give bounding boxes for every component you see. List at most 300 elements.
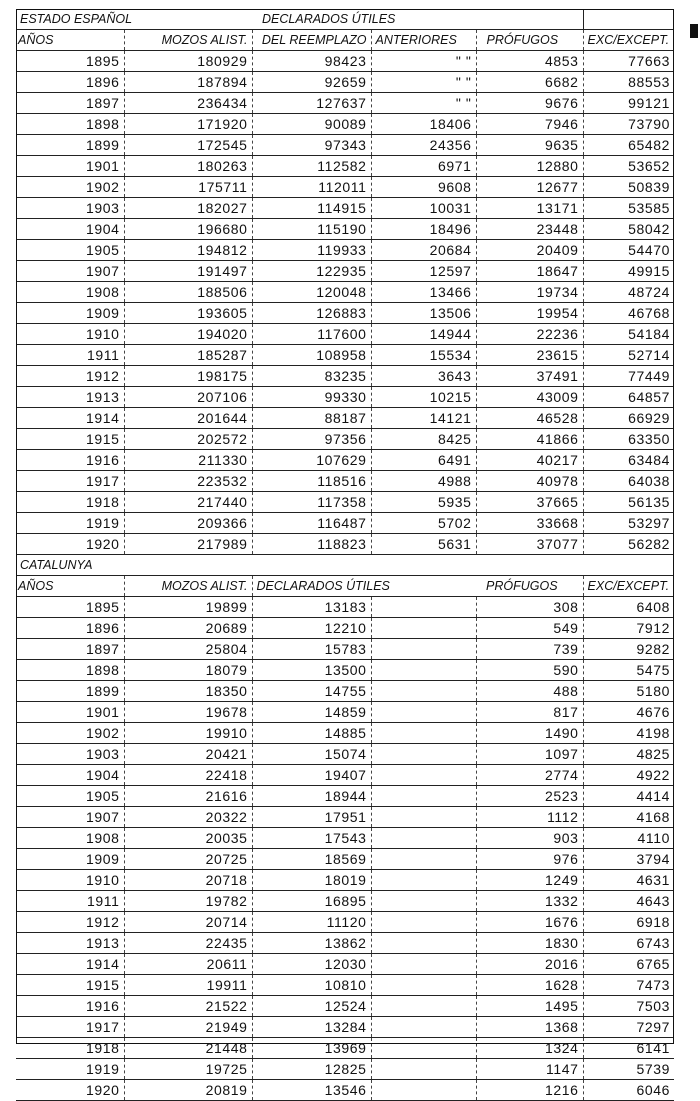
mozos-cell: 207106 [124,387,252,408]
header-mozos: MOZOS ALIST. [124,30,252,51]
header-anteriores: ANTERIORES [371,30,476,51]
mozos-cell: 171920 [124,114,252,135]
reemplazo-cell: 114915 [252,198,371,219]
mozos-cell: 182027 [124,198,252,219]
exc-cell: 4414 [583,786,674,807]
exc-cell: 73790 [583,114,674,135]
header-mozos: MOZOS ALIST. [124,576,252,597]
exc-cell: 6918 [583,912,674,933]
table-row [16,723,674,744]
table-row [16,219,674,240]
reemplazo-cell: 16895 [252,891,371,912]
anteriores-cell: 10031 [371,198,476,219]
mozos-cell: 22435 [124,933,252,954]
mozos-cell: 201644 [124,408,252,429]
exc-cell: 7503 [583,996,674,1017]
reemplazo-cell: 14885 [252,723,371,744]
table-row [16,429,674,450]
reemplazo-cell: 10810 [252,975,371,996]
year-cell: 1914 [16,408,124,429]
profugos-cell: 1097 [476,744,583,765]
anteriores-cell [371,807,476,828]
exc-cell: 53652 [583,156,674,177]
anteriores-cell [371,1038,476,1059]
year-cell: 1912 [16,912,124,933]
mozos-cell: 236434 [124,93,252,114]
table-row [16,492,674,513]
mozos-cell: 19678 [124,702,252,723]
exc-cell: 4168 [583,807,674,828]
reemplazo-cell: 127637 [252,93,371,114]
anteriores-cell [371,723,476,744]
table-row [16,786,674,807]
table-row [16,1017,674,1038]
table-row [16,807,674,828]
anteriores-cell: 3643 [371,366,476,387]
reemplazo-cell: 13546 [252,1080,371,1101]
year-cell: 1912 [16,366,124,387]
anteriores-cell [371,954,476,975]
anteriores-cell: " " [371,93,476,114]
table-row [16,681,674,702]
table-row [16,1080,674,1101]
profugos-cell: 1368 [476,1017,583,1038]
exc-cell: 4825 [583,744,674,765]
reemplazo-cell: 13969 [252,1038,371,1059]
page-edge-mark [690,24,698,38]
mozos-cell: 19782 [124,891,252,912]
anteriores-cell [371,975,476,996]
reemplazo-cell: 97343 [252,135,371,156]
header-anos: AÑOS [16,576,124,597]
year-cell: 1896 [16,618,124,639]
anteriores-cell [371,639,476,660]
year-cell: 1899 [16,135,124,156]
table-row [16,891,674,912]
exc-cell: 64857 [583,387,674,408]
table-row [16,618,674,639]
reemplazo-cell: 13862 [252,933,371,954]
table-row [16,345,674,366]
anteriores-cell: 18406 [371,114,476,135]
profugos-cell: 18647 [476,261,583,282]
exc-cell: 77449 [583,366,674,387]
header-row [16,576,674,597]
exc-cell: 52714 [583,345,674,366]
profugos-cell: 1495 [476,996,583,1017]
year-cell: 1916 [16,450,124,471]
profugos-cell: 976 [476,849,583,870]
table-row [16,387,674,408]
anteriores-cell [371,1080,476,1101]
table-row [16,177,674,198]
exc-cell: 5180 [583,681,674,702]
mozos-cell: 198175 [124,366,252,387]
profugos-cell: 1830 [476,933,583,954]
exc-cell: 6141 [583,1038,674,1059]
profugos-cell: 6682 [476,72,583,93]
exc-cell: 5739 [583,1059,674,1080]
anteriores-cell: 8425 [371,429,476,450]
exc-cell: 3794 [583,849,674,870]
mozos-cell: 21522 [124,996,252,1017]
profugos-cell: 1628 [476,975,583,996]
mozos-cell: 185287 [124,345,252,366]
year-cell: 1904 [16,765,124,786]
mozos-cell: 223532 [124,471,252,492]
exc-cell: 50839 [583,177,674,198]
anteriores-cell: 6971 [371,156,476,177]
profugos-cell: 23448 [476,219,583,240]
mozos-cell: 202572 [124,429,252,450]
anteriores-cell: 5935 [371,492,476,513]
anteriores-cell: 13506 [371,303,476,324]
profugos-cell: 4853 [476,51,583,72]
profugos-cell: 1216 [476,1080,583,1101]
mozos-cell: 193605 [124,303,252,324]
table-row [16,261,674,282]
profugos-cell: 2523 [476,786,583,807]
header-exc: EXC/EXCEPT. [583,30,674,51]
anteriores-cell: 14121 [371,408,476,429]
header-reemplazo: DEL REEMPLAZO [252,30,371,51]
reemplazo-cell: 13183 [252,597,371,618]
reemplazo-cell: 112011 [252,177,371,198]
catalunya-section [16,555,674,1101]
exc-cell: 6743 [583,933,674,954]
reemplazo-cell: 120048 [252,282,371,303]
exc-cell: 9282 [583,639,674,660]
header-profugos: PRÓFUGOS [476,30,583,51]
year-cell: 1915 [16,975,124,996]
profugos-cell: 37077 [476,534,583,555]
exc-cell: 63350 [583,429,674,450]
mozos-cell: 20421 [124,744,252,765]
exc-cell: 7473 [583,975,674,996]
exc-cell: 4643 [583,891,674,912]
exc-cell: 4110 [583,828,674,849]
anteriores-cell [371,618,476,639]
reemplazo-cell: 11120 [252,912,371,933]
profugos-cell: 9676 [476,93,583,114]
year-cell: 1909 [16,303,124,324]
table-row [16,93,674,114]
table-row [16,114,674,135]
reemplazo-cell: 98423 [252,51,371,72]
exc-cell: 56282 [583,534,674,555]
profugos-cell: 549 [476,618,583,639]
year-cell: 1905 [16,240,124,261]
table-row [16,324,674,345]
group-title: DECLARADOS ÚTILES [252,9,583,30]
year-cell: 1910 [16,324,124,345]
year-cell: 1918 [16,492,124,513]
reemplazo-cell: 88187 [252,408,371,429]
profugos-cell: 739 [476,639,583,660]
header-profugos: PRÓFUGOS [476,576,583,597]
anteriores-cell: 10215 [371,387,476,408]
profugos-cell: 19954 [476,303,583,324]
mozos-cell: 18350 [124,681,252,702]
reemplazo-cell: 118516 [252,471,371,492]
year-cell: 1907 [16,261,124,282]
table-row [16,702,674,723]
profugos-cell: 7946 [476,114,583,135]
exc-cell: 66929 [583,408,674,429]
profugos-cell: 9635 [476,135,583,156]
year-cell: 1901 [16,702,124,723]
estado-espanol-section [16,9,674,555]
exc-cell: 56135 [583,492,674,513]
year-cell: 1903 [16,198,124,219]
anteriores-cell [371,681,476,702]
table-row [16,471,674,492]
profugos-cell: 817 [476,702,583,723]
mozos-cell: 194020 [124,324,252,345]
reemplazo-cell: 107629 [252,450,371,471]
table-row [16,282,674,303]
table-row [16,1059,674,1080]
reemplazo-cell: 83235 [252,366,371,387]
exc-cell: 63484 [583,450,674,471]
profugos-cell: 488 [476,681,583,702]
table-row [16,1038,674,1059]
table-row [16,849,674,870]
table-row [16,954,674,975]
exc-cell: 99121 [583,93,674,114]
table-row [16,765,674,786]
year-cell: 1902 [16,723,124,744]
reemplazo-cell: 99330 [252,387,371,408]
year-cell: 1898 [16,660,124,681]
mozos-cell: 172545 [124,135,252,156]
table-row [16,513,674,534]
year-cell: 1905 [16,786,124,807]
exc-cell: 4631 [583,870,674,891]
mozos-cell: 18079 [124,660,252,681]
anteriores-cell [371,786,476,807]
reemplazo-cell: 15074 [252,744,371,765]
reemplazo-cell: 122935 [252,261,371,282]
conscription-table [16,9,674,1101]
anteriores-cell [371,1059,476,1080]
exc-cell: 46768 [583,303,674,324]
anteriores-cell: 6491 [371,450,476,471]
exc-cell: 53297 [583,513,674,534]
year-cell: 1907 [16,807,124,828]
mozos-cell: 19725 [124,1059,252,1080]
anteriores-cell: " " [371,72,476,93]
table-row [16,975,674,996]
exc-cell: 64038 [583,471,674,492]
profugos-cell: 903 [476,828,583,849]
reemplazo-cell: 12825 [252,1059,371,1080]
anteriores-cell: 24356 [371,135,476,156]
profugos-cell: 22236 [476,324,583,345]
exc-cell: 6408 [583,597,674,618]
reemplazo-cell: 92659 [252,72,371,93]
mozos-cell: 188506 [124,282,252,303]
table-row [16,996,674,1017]
exc-cell: 6765 [583,954,674,975]
profugos-cell: 1147 [476,1059,583,1080]
table-row [16,744,674,765]
exc-cell: 4922 [583,765,674,786]
anteriores-cell: 9608 [371,177,476,198]
year-cell: 1911 [16,345,124,366]
reemplazo-cell: 19407 [252,765,371,786]
profugos-cell: 2016 [476,954,583,975]
mozos-cell: 196680 [124,219,252,240]
anteriores-cell [371,1017,476,1038]
section-title-row [16,555,674,576]
year-cell: 1910 [16,870,124,891]
reemplazo-cell: 14755 [252,681,371,702]
exc-cell: 48724 [583,282,674,303]
profugos-cell: 1332 [476,891,583,912]
reemplazo-cell: 108958 [252,345,371,366]
anteriores-cell [371,828,476,849]
profugos-cell: 13171 [476,198,583,219]
anteriores-cell: 18496 [371,219,476,240]
exc-cell: 6046 [583,1080,674,1101]
reemplazo-cell: 18019 [252,870,371,891]
anteriores-cell [371,702,476,723]
mozos-cell: 175711 [124,177,252,198]
profugos-cell: 590 [476,660,583,681]
year-cell: 1895 [16,597,124,618]
exc-cell: 77663 [583,51,674,72]
exc-cell: 65482 [583,135,674,156]
exc-cell: 5475 [583,660,674,681]
mozos-cell: 217440 [124,492,252,513]
profugos-cell: 1490 [476,723,583,744]
reemplazo-cell: 12030 [252,954,371,975]
year-cell: 1902 [16,177,124,198]
mozos-cell: 19910 [124,723,252,744]
mozos-cell: 20725 [124,849,252,870]
year-cell: 1896 [16,72,124,93]
reemplazo-cell: 13284 [252,1017,371,1038]
mozos-cell: 20718 [124,870,252,891]
year-cell: 1915 [16,429,124,450]
reemplazo-cell: 117358 [252,492,371,513]
profugos-cell: 12880 [476,156,583,177]
mozos-cell: 211330 [124,450,252,471]
profugos-cell: 12677 [476,177,583,198]
year-cell: 1920 [16,1080,124,1101]
anteriores-cell: 20684 [371,240,476,261]
year-cell: 1916 [16,996,124,1017]
reemplazo-cell: 117600 [252,324,371,345]
year-cell: 1899 [16,681,124,702]
year-cell: 1918 [16,1038,124,1059]
mozos-cell: 22418 [124,765,252,786]
year-cell: 1914 [16,954,124,975]
table-row [16,198,674,219]
profugos-cell: 33668 [476,513,583,534]
table-row [16,72,674,93]
reemplazo-cell: 12524 [252,996,371,1017]
mozos-cell: 217989 [124,534,252,555]
reemplazo-cell: 17951 [252,807,371,828]
section-title: ESTADO ESPAÑOL [16,9,252,30]
table-row [16,534,674,555]
year-cell: 1897 [16,93,124,114]
mozos-cell: 25804 [124,639,252,660]
exc-cell: 4198 [583,723,674,744]
table-row [16,135,674,156]
mozos-cell: 20689 [124,618,252,639]
profugos-cell: 40978 [476,471,583,492]
profugos-cell: 1249 [476,870,583,891]
profugos-cell: 40217 [476,450,583,471]
reemplazo-cell: 119933 [252,240,371,261]
year-cell: 1901 [16,156,124,177]
anteriores-cell: 14944 [371,324,476,345]
table-row [16,366,674,387]
profugos-cell: 20409 [476,240,583,261]
reemplazo-cell: 14859 [252,702,371,723]
profugos-cell: 19734 [476,282,583,303]
table-row [16,828,674,849]
profugos-cell: 1112 [476,807,583,828]
exc-cell: 49915 [583,261,674,282]
anteriores-cell [371,849,476,870]
table-row [16,933,674,954]
mozos-cell: 20819 [124,1080,252,1101]
mozos-cell: 187894 [124,72,252,93]
anteriores-cell [371,912,476,933]
mozos-cell: 20322 [124,807,252,828]
mozos-cell: 19911 [124,975,252,996]
table-row [16,660,674,681]
anteriores-cell [371,891,476,912]
year-cell: 1919 [16,1059,124,1080]
mozos-cell: 20714 [124,912,252,933]
profugos-cell: 308 [476,597,583,618]
mozos-cell: 180263 [124,156,252,177]
exc-cell: 7297 [583,1017,674,1038]
table-row [16,450,674,471]
anteriores-cell [371,597,476,618]
anteriores-cell [371,765,476,786]
header-anos: AÑOS [16,30,124,51]
reemplazo-cell: 15783 [252,639,371,660]
reemplazo-cell: 17543 [252,828,371,849]
table-row [16,408,674,429]
header-declarados: DECLARADOS ÚTILES [252,576,476,597]
header-exc: EXC/EXCEPT. [583,576,674,597]
table-row [16,597,674,618]
profugos-cell: 1676 [476,912,583,933]
year-cell: 1895 [16,51,124,72]
header-row [16,30,674,51]
mozos-cell: 180929 [124,51,252,72]
mozos-cell: 21616 [124,786,252,807]
table-row [16,156,674,177]
year-cell: 1903 [16,744,124,765]
reemplazo-cell: 97356 [252,429,371,450]
reemplazo-cell: 18569 [252,849,371,870]
exc-cell: 7912 [583,618,674,639]
profugos-cell: 37665 [476,492,583,513]
mozos-cell: 21448 [124,1038,252,1059]
table-row [16,639,674,660]
year-cell: 1911 [16,891,124,912]
profugos-cell: 1324 [476,1038,583,1059]
mozos-cell: 20035 [124,828,252,849]
